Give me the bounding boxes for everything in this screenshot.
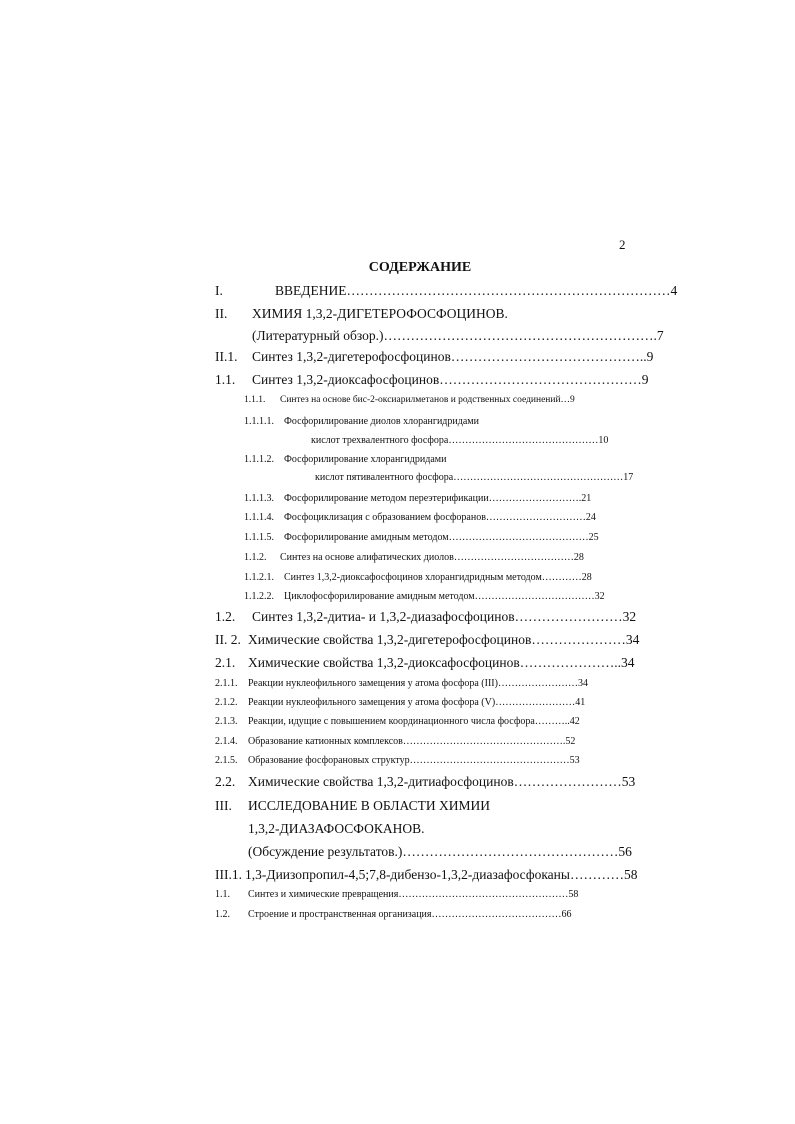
toc-entry: (Литературный обзор.)…………………………………………………….7 bbox=[252, 328, 664, 343]
toc-entry: II. 2. Химические свойства 1,3,2-дигетерофосфоцинов…………………34 bbox=[215, 632, 640, 647]
toc-entry: кислот пятивалентного фосфора……………………………………………17 bbox=[315, 472, 634, 483]
toc-entry: 2.1.5. Образование фосфорановых структур…………………………………………53 bbox=[215, 755, 580, 766]
toc-entry: II.1. Синтез 1,3,2-дигетерофосфоцинов……………………………………..9 bbox=[215, 349, 654, 364]
toc-entry: III. ИССЛЕДОВАНИЕ В ОБЛАСТИ ХИМИИ bbox=[215, 798, 490, 813]
toc-entry: 2.1.1. Реакции нуклеофильного замещения у атома фосфора (III)……………………34 bbox=[215, 678, 588, 689]
page-title: СОДЕРЖАНИЕ bbox=[368, 260, 472, 275]
toc-entry: 1.1.1.1. Фосфорилирование диолов хлорангидридами bbox=[244, 416, 479, 427]
toc-entry: 2.1.3. Реакции, идущие с повышением координационного числа фосфора………..42 bbox=[215, 716, 580, 727]
toc-entry: II. ХИМИЯ 1,3,2-ДИГЕТЕРОФОСФОЦИНОВ. bbox=[215, 306, 508, 321]
toc-entry: 1,3,2-ДИАЗАФОСФОКАНОВ. bbox=[248, 821, 425, 836]
toc-entry: III.1. 1,3-Диизопропил-4,5;7,8-дибензо-1,3,2-диазафосфоканы…………58 bbox=[215, 867, 638, 882]
toc-entry: 2.1.4. Образование катионных комплексов………………………………………….52 bbox=[215, 736, 576, 747]
toc-entry: кислот трехвалентного фосфора………………………………………10 bbox=[311, 435, 609, 446]
toc-entry: 1.1.1. Синтез на основе бис-2-оксиарилметанов и родственных соединений…9 bbox=[244, 395, 575, 405]
toc-entry: I. ВВЕДЕНИЕ………………………………………………………………4 bbox=[215, 283, 678, 298]
toc-entry: 1.1. Синтез и химические превращения……………………………………………58 bbox=[215, 889, 579, 900]
toc-entry: 1.1.1.5. Фосфорилирование амидным методом……………………………………25 bbox=[244, 532, 599, 543]
toc-entry: 1.2. Синтез 1,3,2-дитиа- и 1,3,2-диазафосфоцинов……………………32 bbox=[215, 609, 637, 624]
toc-entry: 1.1.2.2. Циклофосфорилирование амидным методом………………………………32 bbox=[244, 591, 605, 602]
toc-entry: 1.1.1.2. Фосфорилирование хлорангидридами bbox=[244, 454, 447, 465]
toc-entry: 1.2. Строение и пространственная организация…………………………………66 bbox=[215, 909, 572, 920]
page-number: 2 bbox=[619, 237, 626, 252]
toc-entry: 1.1. Синтез 1,3,2-диоксафосфоцинов………………………………………9 bbox=[215, 372, 649, 387]
toc-entry: 1.1.2.1. Синтез 1,3,2-диоксафосфоцинов хлорангидридным методом…………28 bbox=[244, 572, 592, 583]
toc-entry: 2.1. Химические свойства 1,3,2-диоксафосфоцинов…………………..34 bbox=[215, 655, 635, 670]
toc-entry: 2.1.2. Реакции нуклеофильного замещения у атома фосфора (V)……………………41 bbox=[215, 697, 586, 708]
toc-entry: 1.1.1.4. Фосфоциклизация с образованием фосфоранов…………………………24 bbox=[244, 512, 596, 523]
toc-entry: 1.1.1.3. Фосфорилирование методом переэтерификации……………………….21 bbox=[244, 493, 592, 504]
toc-entry: (Обсуждение результатов.)…………………………………………56 bbox=[248, 844, 632, 859]
toc-entry: 1.1.2. Синтез на основе алифатических диолов………………………………28 bbox=[244, 552, 584, 563]
toc-entry: 2.2. Химические свойства 1,3,2-дитиафосфоцинов……………………53 bbox=[215, 774, 636, 789]
